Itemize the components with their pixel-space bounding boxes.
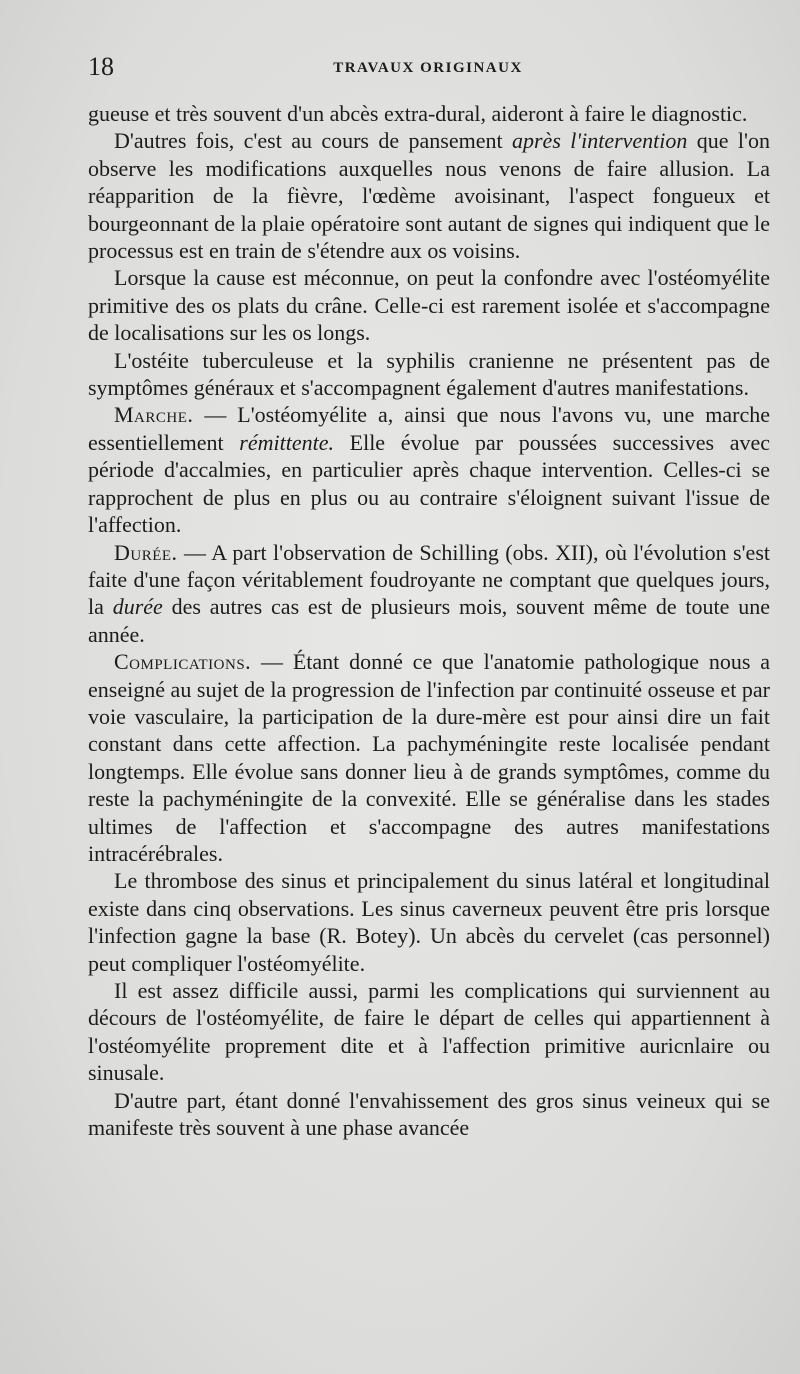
page-number: 18 — [88, 52, 114, 81]
section-heading: Complications. — [114, 649, 252, 675]
paragraph: Il est assez difficile aussi, parmi les complications qui surviennent au décours de l'ostéomyélite, de faire le départ de celles qui appartiennent à l'ostéomyélite proprement dite et à l'affection primitive auricnlaire ou sinusale. — [88, 978, 770, 1086]
paragraph: D'autre part, étant donné l'envahissement des gros sinus veineux qui se manifeste très souvent à une phase avancée — [88, 1087, 770, 1141]
paragraph: D'autres fois, c'est au cours de pansement après l'intervention que l'on observe les modifications auxquelles nous venons de faire allusion. La réapparition de la fièvre, l'œdème avoisinant, l'aspect fongueux et bourgeonnant de la plaie opératoire sont autant de signes qui indiquent que le processus est en train de s'étendre aux os voisins. — [88, 128, 771, 264]
body-text — [88, 100, 770, 1141]
paragraph: Durée. — A part l'observation de Schilling (obs. XII), où l'évolution s'est faite d'une façon véritablement foudroyante ne comptant que quelques jours, la durée des autres cas est de plusieurs mois, souvent même de toute une année. — [88, 539, 770, 647]
page-header — [88, 52, 768, 86]
paragraph: L'ostéite tuberculeuse et la syphilis cranienne ne présentent pas de symptômes généraux et s'accompagnent également d'autres manifestations. — [88, 347, 770, 401]
section-heading: Durée. — [114, 539, 178, 565]
running-head: TRAVAUX ORIGINAUX — [333, 60, 523, 76]
paragraph: gueuse et très souvent d'un abcès extra-dural, aideront à faire le diagnostic. — [88, 101, 748, 126]
paragraph: Le thrombose des sinus et principalement du sinus latéral et longitudinal existe dans cinq observations. Les sinus caverneux peuvent être pris lorsque l'infection gagne la base (R. Botey). Un abcès du cervelet (cas personnel) peut compliquer l'ostéomyélite. — [88, 868, 770, 976]
paragraph: Lorsque la cause est méconnue, on peut la confondre avec l'ostéomyélite primitive des os plats du crâne. Celle-ci est rarement isolée et s'accompagne de localisations sur les os longs. — [88, 265, 770, 346]
paragraph: Complications. — Étant donné ce que l'anatomie pathologique nous a enseigné au sujet de la progression de l'infection par continuité osseuse et par voie vasculaire, la participation de la dure-mère est pour ainsi dire un fait constant dans cette affection. La pachyméningite reste localisée pendant longtemps. Elle évolue sans donner lieu à de grands symptômes, comme du reste la pachyméningite de la convexité. Elle se généralise dans les stades ultimes de l'affection et s'accompagne des autres manifestations intracérébrales. — [88, 649, 770, 866]
section-heading: Marche. — [114, 402, 194, 428]
paragraph: Marche. — L'ostéomyélite a, ainsi que nous l'avons vu, une marche essentiellement rémittente. Elle évolue par poussées successives avec période d'accalmies, en particulier après chaque intervention. Celles-ci se rapprochent de plus en plus ou au contraire s'éloignent suivant l'issue de l'affection. — [88, 402, 770, 538]
